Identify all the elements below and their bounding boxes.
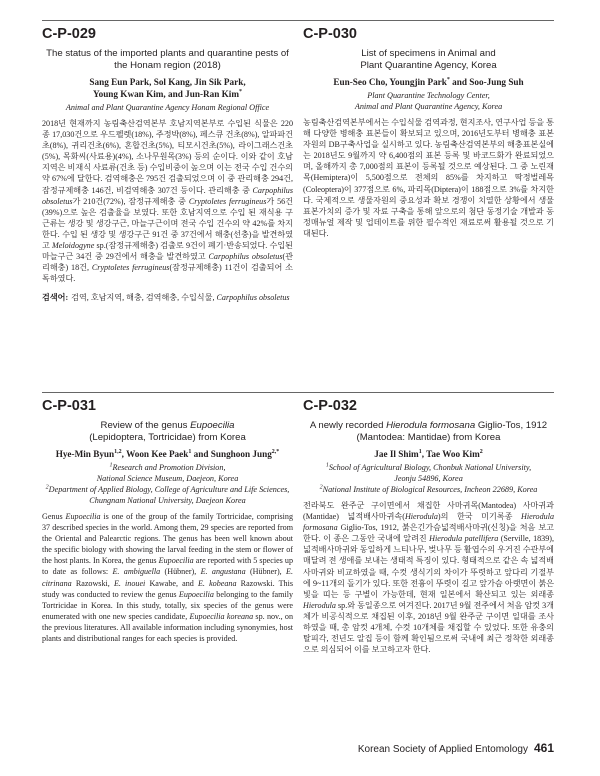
article-code: C-P-029 [42,26,96,42]
article-affiliation: Animal and Plant Quarantine Agency Honam Regional Office [65,103,270,112]
article-abstract: Genus Eupoecilia is one of the group of the family Tortricidae, comprising 37 described species in the world. Among them, 29 species are reported from the Oriental and Palearctic regions. The genus has been well known about the specific biology with showing the larval feeding in the stem or flower of the host plants. In Korea, the genus Eupoecilia are reported with 5 species up to date as follows: E. ambiguella (Hübner), E. angustana (Hübner), E. citrinana Razowski, E. inouei Kawabe, and E. kobeana Razowski. This study was conducted to review the genus Eupoecilia belonging to the family Tortricidae in Korea. In this study, totally, six species of the genus were enumerated with one new species candidate, Eupoecilia koreana sp. nov., on the previous literatures. All available information including synonymies, host plants and distributional ranges for each species is provided. [42,512,294,644]
keywords-text: 검역, 호남지역, 해충, 검역해충, 수입식물, Carpophilus obsoletus [71,293,290,303]
top-rule [42,20,554,21]
article-c-p-030 [303,26,554,239]
article-affiliation: $^1$School of Agricultural Biology, Chonbuk National University, Jeonju 54896, Korea $^2$National Institute of Biological Resources, Incheon 22689, Korea [319,462,538,494]
article-authors: Hye-Min Byun$^{1,2}$, Woon Kee Paek$^1$ and Sunghoon Jung$^{2,*}$ [55,448,280,459]
article-code: C-P-031 [42,398,96,414]
article-authors: Jae Il Shim$^1$, Tae Woo Kim$^2$ [374,448,483,459]
article-authors: Sang Eun Park, Sol Kang, Jin Sik Park, Young Kwan Kim, and Jun-Ran Kim* [89,77,246,99]
keywords-label: 검색어: [42,293,69,303]
article-title: The status of the imported plants and quarantine pests of the Honam region (2018) [46,48,289,71]
article-c-p-029 [42,26,293,303]
article-authors: Eun-Seo Cho, Youngjin Park* and Soo-Jung Suh [333,76,524,87]
middle-rule [42,392,554,393]
article-code: C-P-032 [303,398,357,414]
article-affiliation: Plant Quarantine Technology Center, Animal and Plant Quarantine Agency, Korea [354,91,503,111]
article-title: A newly recorded Hierodula formosana Giglio-Tos, 1912 (Mantodea: Mantidae) from Korea [309,420,548,443]
article-affiliation: $^1$Research and Promotion Division, National Science Museum, Daejeon, Korea $^2$Department of Applied Biology, College of Agriculture and Life Sciences, Chungnam National University, Daejeon Korea [45,462,290,505]
article-keywords [42,292,293,303]
article-c-p-032 [303,398,554,655]
article-title: List of specimens in Animal and Plant Quarantine Agency, Korea [360,48,497,71]
article-c-p-031 [42,398,293,644]
article-abstract: 2018년 현재까지 농림축산검역본부 호남지역본부로 수입된 식물은 220종 17,030건으로 우드펠렛(18%), 주정박(8%), 페스큐 건초(8%), 알파파건초(8%), 귀리건초(6%), 혼합건초(5%), 티모시건초(5%), 라이그래스건초(5%), 목화씨(사료용)(4%), 소나무원목(3%) 등의 순이다. 이와 같이 호남지역은 비재식 사료류(건초 등) 수입비중이 높으며 이는 전국 수입 건수의 약 67%에 달한다. 검역해충은 795건 검출되었으며 이 중 관리해충 294건, 잠정규제해충 146건, 비검역해충 307건 등이다. 관리해충 중 Carpophilus obsoletus가 210건(72%), 잠정규제해충 중 Cryptoletes ferrugineus가 56건(39%)으로 높은 검출율을 보였다. 또한 호남지역으로 수입 된 재식용 구근류는 생강 및 생강구근, 마늘구근이며 전국 수입 건수의 약 42%를 차지한다. 수입 된 생강 및 생강구근 91건 중 37건에서 해충(선충)을 발견하였고 Meloidogyne sp.(잠정규제해충) 검출로 9건이 폐기·반송되었다. 수입된 마늘구근 34건 중 29건에서 해충을 발견하였고 Carpophilus obsoletus(관리해충) 18건, Cryptoletes ferrugineus(잠정규제해충) 11건이 검출되어 소독하였다. [42,119,294,284]
page-number: 461 [533,741,554,755]
article-abstract: 전라북도 완주군 구이면에서 채집한 사마귀목(Mantodea) 사마귀과(Mantidae) 넓적배사마귀속(Hierodula)의 한국 미기록종 Hierodula formosana Giglio-Tos, 1912, 붉은긴가슴넓적배사마귀(신칭)을 처음 보고한다. 이 종은 그동안 국내에 알려진 Hierodula patellifera (Serville, 1839), 넓적배사마귀와 동일하게 느티나무, 벚나무 등 활엽수의 우거진 수관부에 매달려 전 생애를 보내는 생태적 특징이 있다. 형태적으로 같은 속 넓적배사마귀와 비교하였을 때, 수컷 생식기의 차이가 뚜렷하고 앞다리 기절부에 9~11개의 돌기가 있다. 또한 전흉이 뚜렷이 길고 앞가슴 아랫면이 붉은 빛을 띠는 등 구별이 가능한데, 현재 일본에서 확산되고 있는 외래종 Hierodula sp.와 동일종으로 여겨진다. 2017년 9월 전주에서 처음 암컷 3개체가 비공식적으로 채집된 이후, 2018년 9월 완주군 구이면 일대를 조사하였을 때, 총 암컷 4개체, 수컷 10개체를 채집할 수 있었다. 또한 유충의 탈피각, 전년도 알집 등이 함께 확인됨으로써 국내에 최근 정착한 외래종으로 의심되어 이를 보고하고자 한다. [303,501,554,655]
article-title: Review of the genus Eupoecilia (Lepidoptera, Tortricidae) from Korea [89,420,246,443]
article-code: C-P-030 [303,26,357,42]
article-abstract: 농림축산검역본부에서는 수입식물 검역과정, 현지조사, 연구사업 등을 통해 다양한 병해충 표본들이 확보되고 있으며, 2016년도부터 병해충 표본자원의 DB구축사업을 실시하고 있다. 농림축산검역본부의 해충표본실에는 2018년도 9월까지 약 6,400점의 표본 등록 및 바코드화가 완료되었으며, 올해까지 총 7,000점의 표본이 등록될 것으로 예상된다. 그 중 노린재목(Hemiptera)이 5,500점으로 전체의 85%를 차지하고 딱정벌레목(Coleoptera)이 377점으로 6%, 파리목(Diptera)이 188점으로 3%를 차지한다. 국제적으로 생물자원의 중요성과 확보 경쟁이 치열한 상황에서 생물표본가치의 증가 및 자료 구축을 통해 앞으로의 첨단 동정기술 개발과 동정매뉴얼 제작 및 업데이트를 위한 필수적인 재료로써 활용될 것으로 기대된다. [303,118,554,238]
footer-society: Korean Society of Applied Entomology [357,744,528,755]
page-footer [358,741,554,755]
